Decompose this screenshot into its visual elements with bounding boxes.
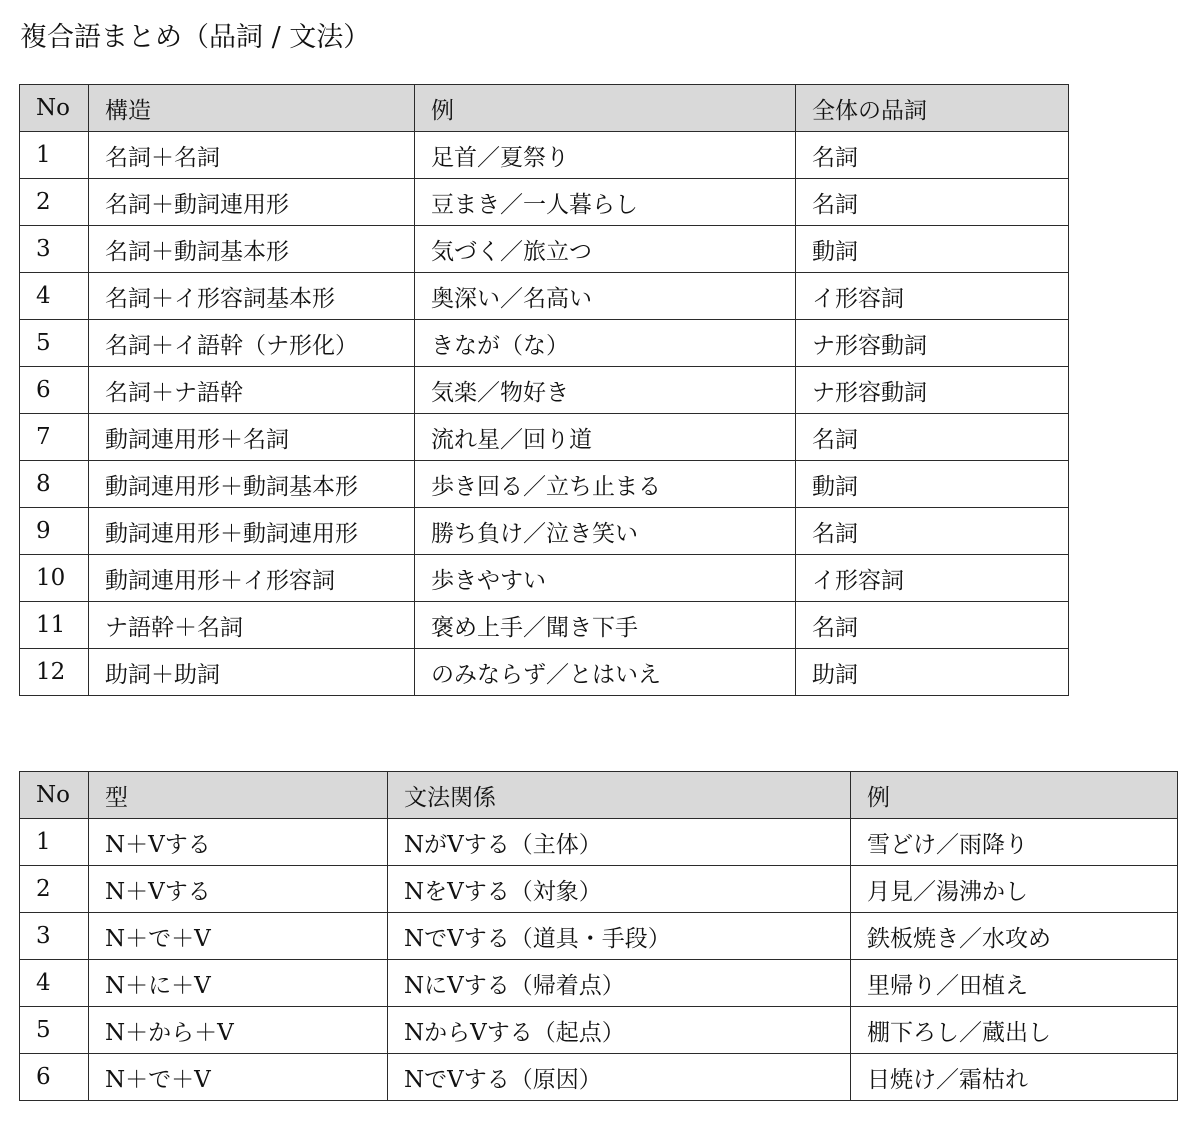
cell-example: 流れ星／回り道 (415, 414, 796, 461)
table-row (20, 913, 1178, 960)
header-example: 例 (851, 772, 1178, 819)
cell-grammatical-relation: NでVする（道具・手段） (388, 913, 851, 960)
cell-structure: 名詞＋ナ語幹 (89, 367, 415, 414)
cell-example: 里帰り／田植え (851, 960, 1178, 1007)
cell-grammatical-relation: NをVする（対象） (388, 866, 851, 913)
cell-no: 4 (20, 960, 89, 1007)
cell-structure: 名詞＋動詞連用形 (89, 179, 415, 226)
table-row (20, 1007, 1178, 1054)
cell-example: 歩きやすい (415, 555, 796, 602)
table-row (20, 320, 1069, 367)
cell-structure: 動詞連用形＋イ形容詞 (89, 555, 415, 602)
table-row (20, 819, 1178, 866)
cell-pattern: N＋で＋V (89, 1054, 388, 1101)
cell-structure: ナ語幹＋名詞 (89, 602, 415, 649)
cell-no: 6 (20, 1054, 89, 1101)
cell-structure: 動詞連用形＋動詞連用形 (89, 508, 415, 555)
table-row (20, 273, 1069, 320)
header-structure: 構造 (89, 85, 415, 132)
cell-structure: 助詞＋助詞 (89, 649, 415, 696)
cell-pattern: N＋Vする (89, 819, 388, 866)
table-row (20, 367, 1069, 414)
cell-no: 6 (20, 367, 89, 414)
cell-overall-pos: 名詞 (796, 508, 1069, 555)
cell-overall-pos: ナ形容動詞 (796, 320, 1069, 367)
cell-grammatical-relation: NでVする（原因） (388, 1054, 851, 1101)
cell-no: 2 (20, 866, 89, 913)
table-body (20, 819, 1178, 1101)
header-no: No (20, 85, 89, 132)
cell-overall-pos: 助詞 (796, 649, 1069, 696)
cell-example: きなが（な） (415, 320, 796, 367)
cell-pattern: N＋Vする (89, 866, 388, 913)
table-row (20, 960, 1178, 1007)
header-grammatical-relation: 文法関係 (388, 772, 851, 819)
cell-no: 10 (20, 555, 89, 602)
header-no: No (20, 772, 89, 819)
cell-no: 5 (20, 320, 89, 367)
cell-example: 月見／湯沸かし (851, 866, 1178, 913)
header-overall-pos: 全体の品詞 (796, 85, 1069, 132)
cell-no: 3 (20, 226, 89, 273)
cell-no: 11 (20, 602, 89, 649)
cell-example: 雪どけ／雨降り (851, 819, 1178, 866)
cell-no: 1 (20, 132, 89, 179)
cell-structure: 名詞＋動詞基本形 (89, 226, 415, 273)
header-example: 例 (415, 85, 796, 132)
cell-no: 1 (20, 819, 89, 866)
cell-structure: 名詞＋イ語幹（ナ形化） (89, 320, 415, 367)
cell-example: 褒め上手／聞き下手 (415, 602, 796, 649)
cell-example: 日焼け／霜枯れ (851, 1054, 1178, 1101)
cell-pattern: N＋から＋V (89, 1007, 388, 1054)
cell-no: 9 (20, 508, 89, 555)
cell-structure: 動詞連用形＋動詞基本形 (89, 461, 415, 508)
cell-example: 鉄板焼き／水攻め (851, 913, 1178, 960)
cell-example: 気楽／物好き (415, 367, 796, 414)
cell-pattern: N＋で＋V (89, 913, 388, 960)
cell-grammatical-relation: NからVする（起点） (388, 1007, 851, 1054)
table-row (20, 649, 1069, 696)
cell-overall-pos: ナ形容動詞 (796, 367, 1069, 414)
cell-example: のみならず／とはいえ (415, 649, 796, 696)
table-body (20, 132, 1069, 696)
cell-overall-pos: 名詞 (796, 179, 1069, 226)
cell-structure: 名詞＋イ形容詞基本形 (89, 273, 415, 320)
cell-overall-pos: 名詞 (796, 414, 1069, 461)
table-row (20, 179, 1069, 226)
table-row (20, 508, 1069, 555)
cell-overall-pos: 動詞 (796, 461, 1069, 508)
cell-overall-pos: 名詞 (796, 132, 1069, 179)
cell-no: 12 (20, 649, 89, 696)
cell-example: 棚下ろし／蔵出し (851, 1007, 1178, 1054)
cell-example: 歩き回る／立ち止まる (415, 461, 796, 508)
cell-no: 5 (20, 1007, 89, 1054)
table-row (20, 414, 1069, 461)
table-row (20, 555, 1069, 602)
cell-example: 勝ち負け／泣き笑い (415, 508, 796, 555)
cell-example: 奥深い／名高い (415, 273, 796, 320)
compound-pos-table (19, 84, 1069, 696)
table-row (20, 132, 1069, 179)
cell-structure: 動詞連用形＋名詞 (89, 414, 415, 461)
cell-grammatical-relation: NにVする（帰着点） (388, 960, 851, 1007)
cell-no: 3 (20, 913, 89, 960)
table-row (20, 226, 1069, 273)
table-row (20, 461, 1069, 508)
cell-no: 8 (20, 461, 89, 508)
table-row (20, 866, 1178, 913)
cell-example: 足首／夏祭り (415, 132, 796, 179)
cell-example: 豆まき／一人暮らし (415, 179, 796, 226)
compound-grammar-table (19, 771, 1178, 1101)
cell-overall-pos: イ形容詞 (796, 273, 1069, 320)
cell-example: 気づく／旅立つ (415, 226, 796, 273)
table-header-row (20, 85, 1069, 132)
table-row (20, 602, 1069, 649)
cell-no: 2 (20, 179, 89, 226)
cell-grammatical-relation: NがVする（主体） (388, 819, 851, 866)
table-header-row (20, 772, 1178, 819)
cell-structure: 名詞＋名詞 (89, 132, 415, 179)
cell-no: 7 (20, 414, 89, 461)
header-pattern: 型 (89, 772, 388, 819)
cell-no: 4 (20, 273, 89, 320)
cell-pattern: N＋に＋V (89, 960, 388, 1007)
page-title: 複合語まとめ（品詞 / 文法） (20, 22, 371, 53)
cell-overall-pos: 動詞 (796, 226, 1069, 273)
table-row (20, 1054, 1178, 1101)
cell-overall-pos: 名詞 (796, 602, 1069, 649)
cell-overall-pos: イ形容詞 (796, 555, 1069, 602)
